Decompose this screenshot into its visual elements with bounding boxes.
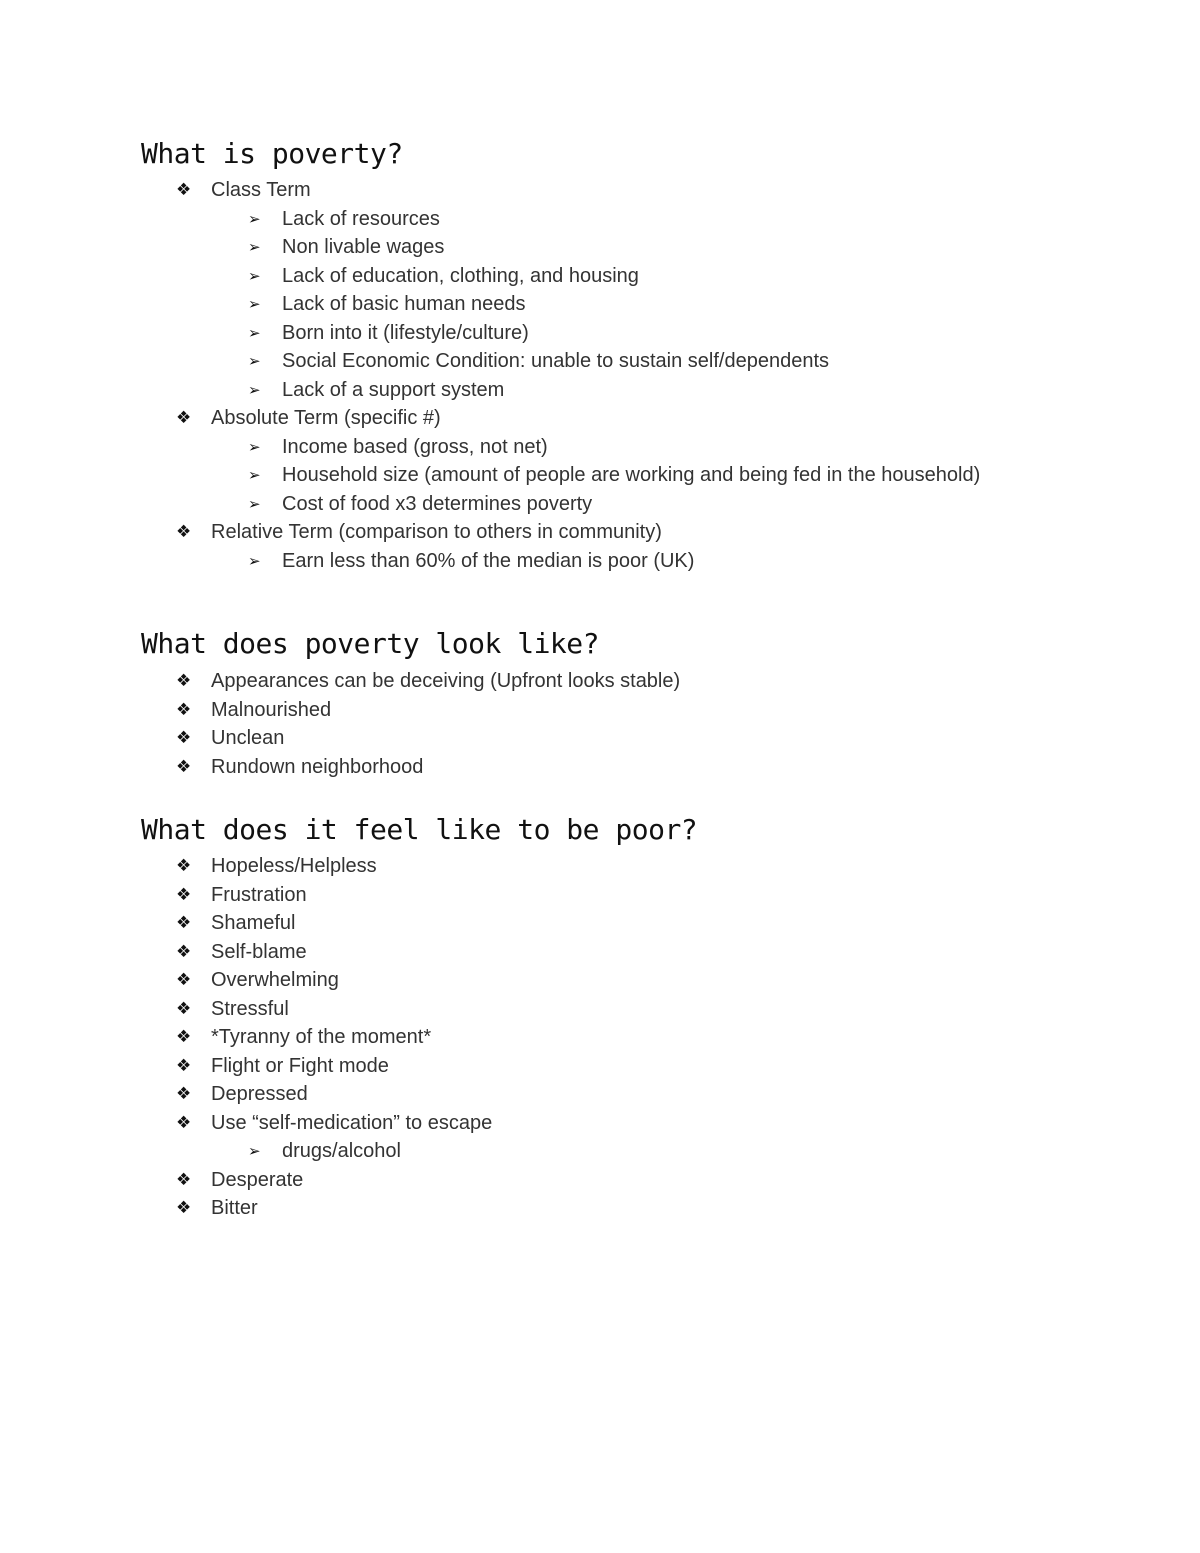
list-item-text: Appearances can be deceiving (Upfront looks stable) (211, 670, 681, 692)
list-item-text: Use “self-medication” to escape (211, 1111, 493, 1134)
diamond-bullet-icon: ❖ (176, 1198, 192, 1218)
arrow-bullet-icon: ➢ (248, 1142, 261, 1160)
list-item-text: *Tyranny of the moment* (211, 1026, 432, 1048)
diamond-bullet-icon: ❖ (176, 970, 192, 990)
diamond-bullet-icon: ❖ (176, 699, 192, 720)
arrow-bullet-icon: ➢ (248, 295, 261, 313)
list-item-text: Lack of basic human needs (282, 293, 526, 315)
list-item-text: Desperate (211, 1168, 304, 1191)
diamond-bullet-icon: ❖ (176, 728, 192, 748)
arrow-bullet-icon: ➢ (248, 494, 261, 513)
arrow-bullet-icon: ➢ (248, 466, 261, 484)
diamond-bullet-icon: ❖ (176, 998, 192, 1019)
list-item-text: Unclean (211, 727, 285, 749)
arrow-bullet-icon: ➢ (248, 266, 261, 285)
list-item-text: Self-blame (211, 940, 307, 963)
diamond-bullet-icon: ❖ (176, 1112, 192, 1133)
list-item-text: Non livable wages (282, 236, 445, 258)
diamond-bullet-icon: ❖ (176, 856, 192, 876)
list-item-text: Lack of resources (282, 207, 440, 230)
list-item-text: Cost of food x3 determines poverty (282, 492, 593, 515)
diamond-bullet-icon: ❖ (176, 1084, 192, 1104)
diamond-bullet-icon: ❖ (176, 1027, 192, 1047)
diamond-bullet-icon: ❖ (176, 756, 192, 777)
list-item-text: Lack of education, clothing, and housing (282, 264, 639, 287)
arrow-bullet-icon: ➢ (248, 209, 261, 228)
section-heading-what-does-it-feel-like: What does it feel like to be poor? (141, 813, 698, 846)
diamond-bullet-icon: ❖ (176, 884, 192, 905)
diamond-bullet-icon: ❖ (176, 1169, 192, 1190)
list-item-text: Depressed (211, 1083, 308, 1105)
list-item-text: Malnourished (211, 698, 332, 721)
diamond-bullet-icon: ❖ (176, 1055, 192, 1076)
list-item-text: Earn less than 60% of the median is poor (UK) (282, 549, 695, 572)
list-item-text: Absolute Term (specific #) (211, 407, 441, 429)
list-item-text: Relative Term (comparison to others in community) (211, 521, 662, 543)
diamond-bullet-icon: ❖ (176, 408, 192, 428)
section-heading-what-is-poverty: What is poverty? (141, 137, 403, 170)
arrow-bullet-icon: ➢ (248, 352, 261, 370)
list-item-text: Lack of a support system (282, 378, 505, 401)
list-item-text: Income based (gross, not net) (282, 435, 548, 458)
diamond-bullet-icon: ❖ (176, 941, 192, 962)
list-item-text: Class Term (211, 179, 311, 201)
diamond-bullet-icon: ❖ (176, 671, 192, 691)
list-item-text: Household size (amount of people are working and being fed in the household) (282, 464, 981, 486)
section-heading-what-does-poverty-look-like: What does poverty look like? (141, 627, 600, 660)
list-item-text: Stressful (211, 997, 289, 1020)
list-item-text: Rundown neighborhood (211, 755, 424, 778)
list-item-text: Frustration (211, 883, 307, 906)
arrow-bullet-icon: ➢ (248, 323, 261, 342)
list-item-text: Born into it (lifestyle/culture) (282, 321, 529, 344)
arrow-bullet-icon: ➢ (248, 437, 261, 456)
diamond-bullet-icon: ❖ (176, 913, 192, 933)
list-item-text: Social Economic Condition: unable to sustain self/dependents (282, 350, 830, 372)
list-item-text: Overwhelming (211, 969, 339, 991)
arrow-bullet-icon: ➢ (248, 380, 261, 399)
list-item-text: Bitter (211, 1197, 258, 1219)
diamond-bullet-icon: ❖ (176, 180, 192, 200)
arrow-bullet-icon: ➢ (248, 238, 261, 256)
diamond-bullet-icon: ❖ (176, 522, 192, 542)
list-item-text: Shameful (211, 912, 296, 934)
list-item-text: Flight or Fight mode (211, 1054, 389, 1077)
list-item-text: drugs/alcohol (282, 1140, 401, 1162)
arrow-bullet-icon: ➢ (248, 551, 261, 570)
list-item-text: Hopeless/Helpless (211, 855, 377, 877)
